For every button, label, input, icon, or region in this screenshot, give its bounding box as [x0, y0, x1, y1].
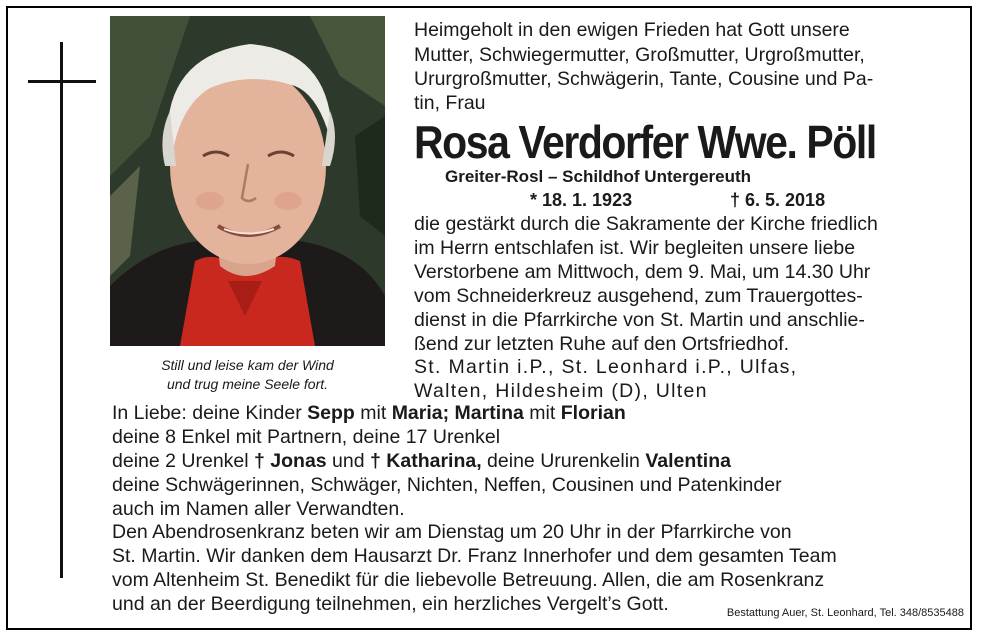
portrait-photo [110, 16, 385, 346]
closing-line-2: St. Martin. Wir danken dem Hausarzt Dr. Franz Innerhofer und dem gesamten Team [112, 545, 837, 567]
death-date: † 6. 5. 2018 [730, 190, 826, 210]
family-line-5: auch im Namen aller Verwandten. [112, 498, 405, 520]
closing-line-3: vom Altenheim St. Benedikt für die liebevolle Betreuung. Allen, die am Rosenkranz [112, 569, 825, 591]
family-name-jonas: † Jonas [254, 450, 327, 472]
places-line-1: St. Martin i.P., St. Leonhard i.P., Ulfas, [414, 356, 798, 378]
family-line-4: deine Schwägerinnen, Schwäger, Nichten, Neffen, Cousinen und Patenkinder [112, 474, 782, 496]
body-line-6: ßend zur letzten Ruhe auf den Ortsfriedhof. [414, 333, 790, 355]
family-name-katharina: † Katharina, [370, 450, 482, 472]
family-name-sepp: Sepp [307, 402, 355, 424]
family-text: In Liebe: deine Kinder [112, 402, 308, 424]
cross-icon [60, 42, 63, 578]
family-text: deine Ururenkelin [481, 450, 646, 472]
family-name-florian: Florian [560, 402, 626, 424]
cross-icon-bar [28, 80, 96, 83]
intro-line-1: Heimgeholt in den ewigen Frieden hat Gott unsere [414, 19, 850, 41]
birth-date: * 18. 1. 1923 [530, 190, 633, 210]
closing-line-4: und an der Beerdigung teilnehmen, ein herzliches Vergelt’s Gott. [112, 593, 669, 615]
photo-caption-2: und trug meine Seele fort. [166, 376, 329, 392]
nickname-line: Greiter-Rosl – Schildhof Untergereuth [445, 167, 752, 186]
intro-line-3: Ururgroßmutter, Schwägerin, Tante, Cousine und Pa- [414, 68, 874, 90]
family-text: und [326, 450, 371, 472]
body-line-4: vom Schneiderkreuz ausgehend, zum Trauergottes- [414, 285, 863, 307]
family-text: mit [523, 402, 561, 424]
family-text: mit [354, 402, 392, 424]
places-line-2: Walten, Hildesheim (D), Ulten [414, 380, 708, 402]
closing-line-1: Den Abendrosenkranz beten wir am Dienstag um 20 Uhr in der Pfarrkirche von [112, 521, 792, 543]
intro-line-4: tin, Frau [414, 92, 486, 114]
family-line-3 [112, 450, 731, 472]
intro-line-2: Mutter, Schwiegermutter, Großmutter, Urgroßmutter, [414, 44, 865, 66]
body-line-2: im Herrn entschlafen ist. Wir begleiten unsere liebe [414, 237, 856, 259]
family-name-valentina: Valentina [645, 450, 731, 472]
body-line-1: die gestärkt durch die Sakramente der Kirche friedlich [414, 213, 878, 235]
body-line-3: Verstorbene am Mittwoch, dem 9. Mai, um 14.30 Uhr [414, 261, 871, 283]
family-line-1 [112, 402, 626, 424]
family-line-2: deine 8 Enkel mit Partnern, deine 17 Urenkel [112, 426, 501, 448]
funeral-home-footer: Bestattung Auer, St. Leonhard, Tel. 348/8535488 [726, 607, 964, 619]
family-text: deine 2 Urenkel [112, 450, 255, 472]
family-name-maria-martina: Maria; Martina [391, 402, 524, 424]
body-line-5: dienst in die Pfarrkirche von St. Martin und anschlie- [414, 309, 865, 331]
photo-caption-1: Still und leise kam der Wind [161, 357, 334, 373]
deceased-name: Rosa Verdorfer Wwe. Pöll [414, 116, 876, 168]
